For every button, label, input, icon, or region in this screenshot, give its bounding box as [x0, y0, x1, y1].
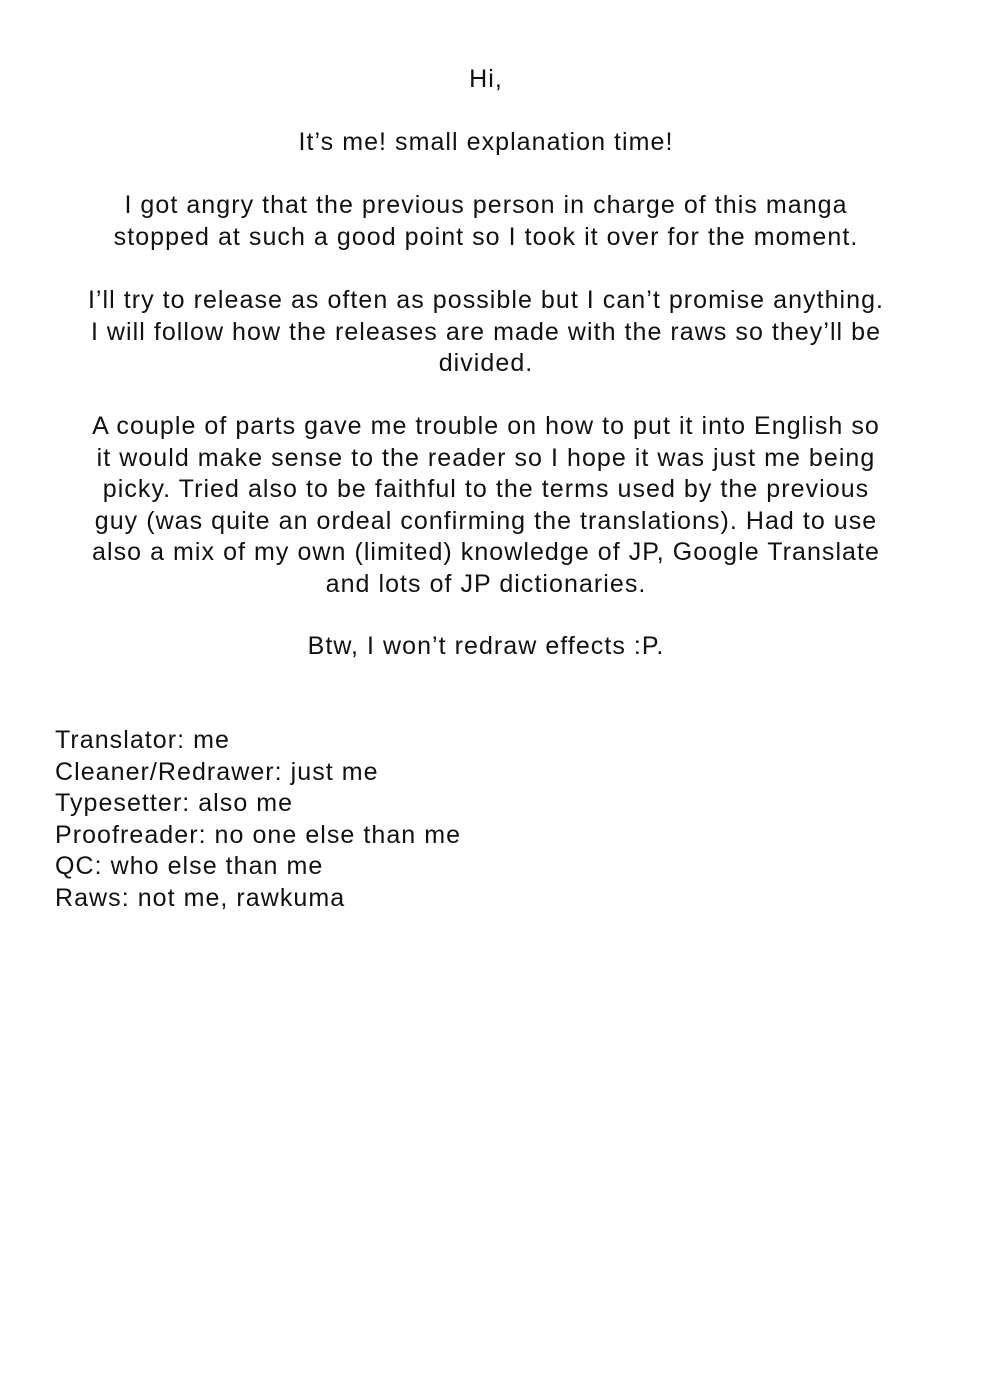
paragraph-line: also a mix of my own (limited) knowledge of JP, Google Translate	[92, 538, 880, 566]
closing-note	[50, 631, 922, 663]
paragraph-takeover	[50, 190, 922, 253]
credits-list	[55, 725, 755, 914]
credit-translator: Translator: me	[55, 726, 230, 754]
intro	[50, 127, 922, 159]
closing-text: Btw, I won’t redraw effects :P.	[307, 632, 665, 660]
credit-typesetter: Typesetter: also me	[55, 789, 294, 817]
credit-proofreader: Proofreader: no one else than me	[55, 820, 462, 849]
credit-qc: QC: who else than me	[55, 852, 324, 880]
intro-text: It’s me! small explanation time!	[298, 128, 674, 156]
paragraph-line: and lots of JP dictionaries.	[325, 569, 647, 598]
paragraph-line: divided.	[438, 349, 534, 377]
paragraph-line: it would make sense to the reader so I hope it was just me being	[96, 443, 876, 472]
paragraph-line: I got angry that the previous person in charge of this manga	[124, 191, 848, 219]
paragraph-line: guy (was quite an ordeal confirming the translations). Had to use	[94, 506, 878, 535]
paragraph-line: I’ll try to release as often as possible but I can’t promise anything.	[87, 286, 885, 314]
paragraph-line: A couple of parts gave me trouble on how to put it into English so	[92, 412, 880, 440]
paragraph-line: stopped at such a good point so I took it over for the moment.	[113, 222, 859, 251]
credit-raws: Raws: not me, rawkuma	[55, 883, 346, 912]
greeting	[50, 64, 922, 96]
paragraph-release-schedule	[50, 285, 922, 380]
paragraph-line: I will follow how the releases are made with the raws so they’ll be	[90, 317, 882, 346]
greeting-text: Hi,	[469, 65, 503, 93]
paragraph-line: picky. Tried also to be faithful to the terms used by the previous	[102, 475, 870, 503]
credit-cleaner: Cleaner/Redrawer: just me	[55, 757, 379, 786]
paragraph-translation-notes	[50, 411, 922, 600]
